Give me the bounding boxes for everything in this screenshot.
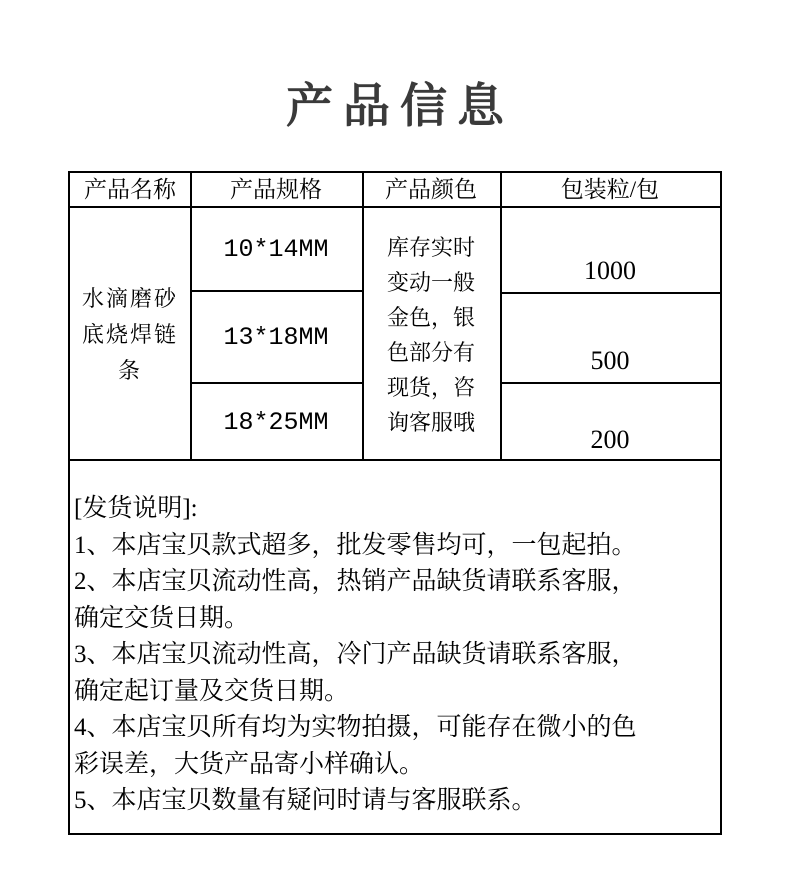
- notes-heading: [发货说明]:: [74, 495, 198, 522]
- cell-packaging-row-3: [500, 384, 720, 461]
- note-line-2: 2、本店宝贝流动性高，热销产品缺货请联系客服，: [74, 568, 637, 595]
- cell-product-color: [362, 208, 500, 461]
- note-line-3: 确定交货日期。: [74, 604, 250, 632]
- header-divider-3: [500, 173, 502, 208]
- cell-product-name: [70, 208, 190, 461]
- cell-packaging-row-2: [500, 294, 720, 384]
- column-header-packaging: 包装粒/包: [560, 177, 660, 202]
- packaging-value-2: 500: [590, 346, 630, 375]
- note-line-5: 确定起订量及交货日期。: [74, 677, 350, 705]
- product-spec-table: [70, 173, 720, 461]
- note-line-1: 1、本店宝贝款式超多，批发零售均可，一包起拍。: [74, 531, 637, 559]
- cell-spec-row-2: 13*18MM: [190, 292, 362, 384]
- product-name-text: 水滴磨砂底烧焊链条: [81, 285, 178, 383]
- header-divider-1: [190, 173, 192, 208]
- header-divider-2: [362, 173, 364, 208]
- column-header-product-spec: 产品规格: [230, 177, 322, 202]
- page-title: 产品信息: [286, 79, 514, 132]
- table-header-row: [70, 173, 720, 208]
- note-line-6: 4、本店宝贝所有均为实物拍摄，可能存在微小的色: [74, 714, 637, 741]
- note-line-8: 5、本店宝贝数量有疑问时请与客服联系。: [74, 787, 537, 814]
- note-line-7: 彩误差，大货产品寄小样确认。: [74, 750, 425, 778]
- cell-packaging-row-1: [500, 208, 720, 294]
- shipping-notes-block: [70, 461, 720, 833]
- cell-spec-row-3: 18*25MM: [223, 408, 329, 437]
- cell-spec-row-1: 10*14MM: [190, 208, 362, 292]
- note-line-4: 3、本店宝贝流动性高，冷门产品缺货请联系客服，: [74, 641, 637, 668]
- product-info-frame: [68, 171, 722, 835]
- column-header-product-color: 产品颜色: [385, 177, 477, 202]
- product-color-text: 库存实时变动一般金色，银色部分有现货，咨询客服哦: [386, 234, 475, 435]
- packaging-value-3: 200: [590, 425, 630, 454]
- packaging-value-1: 1000: [584, 256, 636, 285]
- column-header-product-name: 产品名称: [84, 177, 176, 202]
